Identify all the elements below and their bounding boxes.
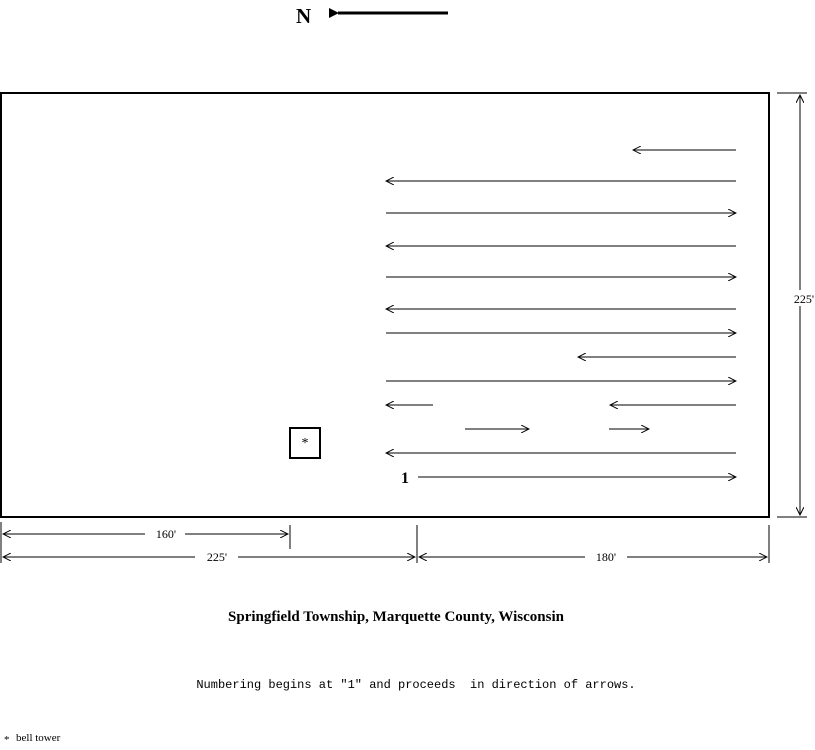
legend-label: bell tower (16, 732, 61, 744)
right-dimension-label: 225' (793, 292, 815, 306)
row-arrows (386, 150, 736, 477)
bell-tower-offset-label: 160' (155, 527, 177, 541)
north-label: N (296, 4, 312, 28)
bottom-left-dimension-label: 225' (206, 550, 228, 564)
bottom-right-dimension-label: 180' (595, 550, 617, 564)
start-number: 1 (401, 470, 409, 487)
legend-symbol: * (4, 734, 10, 746)
bell-tower-symbol: * (301, 436, 309, 451)
bottom-dimensions (1, 522, 769, 563)
numbering-note: Numbering begins at "1" and proceeds in direction of arrows. (196, 678, 636, 692)
diagram-title: Springfield Township, Marquette County, Wisconsin (228, 609, 564, 625)
